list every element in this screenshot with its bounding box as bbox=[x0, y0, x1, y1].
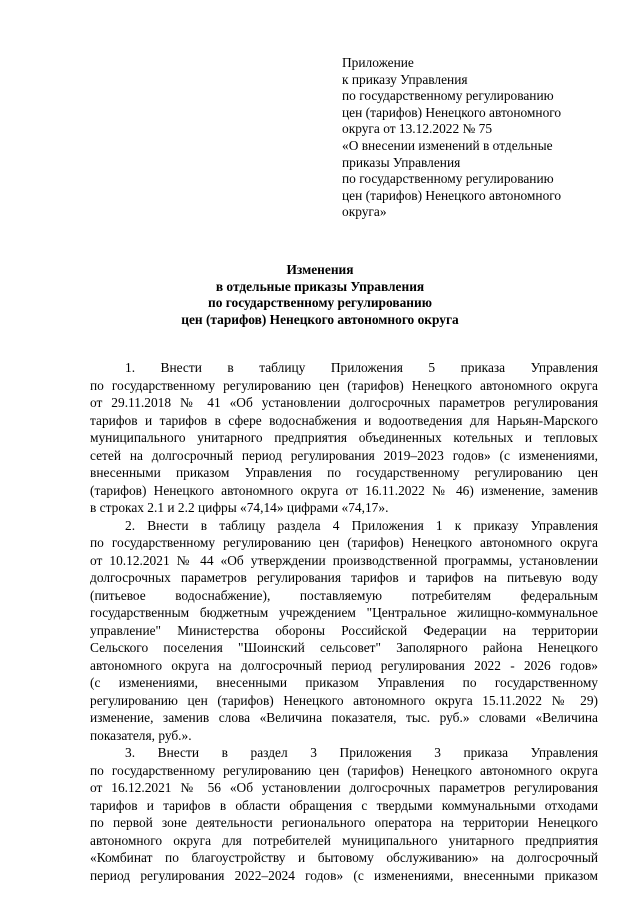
appendix-line: к приказу Управления bbox=[342, 71, 468, 87]
text-line: изменение, заменив слова «Величина показателя, тыс. руб.» словами «Величина bbox=[90, 710, 598, 725]
text-line: (питьевое водоснабжение), поставляемую потребителям федеральным bbox=[90, 587, 598, 603]
text-line: Сельского поселения "Шоинский сельсовет" Заполярного района Ненецкого bbox=[90, 640, 598, 655]
appendix-line: цен (тарифов) Ненецкого автономного bbox=[342, 187, 562, 203]
title-line: в отдельные приказы Управления bbox=[215, 278, 425, 294]
text-line: в строках 2.1 и 2.2 цифры «74,14» цифрами «74,17». bbox=[90, 500, 389, 515]
text-line: 2. Внести в таблицу раздела 4 Приложения 1 к приказу Управления bbox=[125, 517, 598, 533]
title-line: по государственному регулированию bbox=[208, 295, 432, 311]
text-line: внесенными приказом Управления по государственному регулированию цен bbox=[90, 465, 598, 480]
appendix-header bbox=[342, 55, 561, 221]
text-line: автономного округа для потребителей муниципального унитарного предприятия bbox=[90, 832, 598, 848]
appendix-line: приказы Управления bbox=[342, 154, 461, 170]
text-line: сетей на долгосрочный период регулирования 2019–2023 годов» (с изменениями, bbox=[90, 447, 598, 463]
text-line: по первой зоне деятельности регионального оператора на территории Ненецкого bbox=[90, 815, 598, 830]
document-title bbox=[0, 262, 640, 328]
text-line: управление" Министерства обороны Российской Федерации на территории bbox=[90, 622, 598, 638]
item-1-paragraph bbox=[90, 359, 598, 517]
item-2-paragraph bbox=[90, 517, 598, 745]
text-line: период регулирования 2022–2024 годов» (с изменениями, внесенными приказом bbox=[90, 867, 598, 883]
text-line: по государственному регулированию цен (тарифов) Ненецкого автономного округа bbox=[90, 762, 598, 778]
title-line: Изменения bbox=[286, 262, 354, 277]
appendix-line: по государственному регулированию bbox=[342, 171, 554, 187]
text-line: долгосрочных параметров регулирования тарифов и тарифов на питьевую воду bbox=[90, 570, 598, 585]
text-line: от 10.12.2021 № 44 «Об утверждении производственной программы, установлении bbox=[90, 552, 598, 568]
appendix-line: Приложение bbox=[342, 55, 414, 70]
text-line: от 16.12.2021 № 56 «Об установлении долгосрочных параметров регулирования bbox=[90, 780, 598, 795]
appendix-line: по государственному регулированию bbox=[342, 88, 554, 104]
appendix-line: цен (тарифов) Ненецкого автономного bbox=[342, 104, 562, 120]
text-line: показателя, руб.». bbox=[90, 727, 192, 743]
text-line: 1. Внести в таблицу Приложения 5 приказа Управления bbox=[125, 360, 598, 375]
title-line: цен (тарифов) Ненецкого автономного округа bbox=[181, 311, 459, 327]
text-line: (с изменениями, внесенными приказом Управления по государственному bbox=[90, 675, 598, 690]
text-line: регулированию цен (тарифов) Ненецкого автономного округа 15.11.2022 № 29) bbox=[90, 692, 598, 708]
text-line: (тарифов) Ненецкого автономного округа от 16.11.2022 № 46) изменение, заменив bbox=[90, 482, 598, 498]
text-line: по государственному регулированию цен (тарифов) Ненецкого автономного округа bbox=[90, 377, 598, 393]
text-line: муниципального унитарного предприятия объединенных котельных и тепловых bbox=[90, 430, 598, 445]
text-line: тарифов и тарифов в сфере водоснабжения и водоотведения для Нарьян-Марского bbox=[90, 412, 598, 428]
text-line: автономного округа на долгосрочный период регулирования 2022 - 2026 годов» bbox=[90, 657, 598, 673]
item-3-paragraph bbox=[90, 744, 598, 884]
text-line: тарифов и тарифов в области обращения с твердыми коммунальными отходами bbox=[90, 797, 598, 813]
text-line: государственным бюджетным учреждением "Центральное жилищно-коммунальное bbox=[90, 605, 598, 620]
text-line: «Комбинат по благоустройству и бытовому обслуживанию» на долгосрочный bbox=[90, 850, 598, 865]
appendix-line: «О внесении изменений в отдельные bbox=[342, 137, 553, 153]
text-line: по государственному регулированию цен (тарифов) Ненецкого автономного округа bbox=[90, 535, 598, 550]
text-line: от 29.11.2018 № 41 «Об установлении долгосрочных параметров регулирования bbox=[90, 395, 598, 410]
appendix-line: округа от 13.12.2022 № 75 bbox=[342, 121, 493, 137]
document-body bbox=[90, 359, 598, 884]
text-line: 3. Внести в раздел 3 Приложения 3 приказа Управления bbox=[125, 745, 598, 760]
appendix-line: округа» bbox=[342, 204, 387, 220]
